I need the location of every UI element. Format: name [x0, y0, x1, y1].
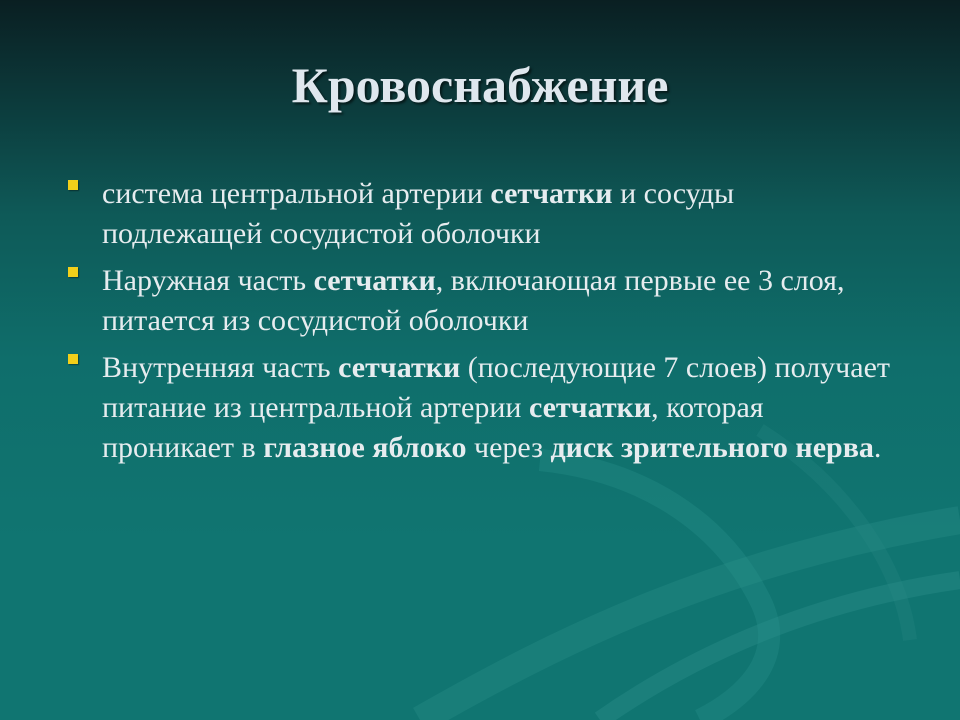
bullet-text: , включающая первые ее 3 слоя, питается из сосудистой оболочки — [102, 264, 845, 337]
bullet-text: система центральной артерии — [102, 177, 491, 210]
bullet-text: . — [873, 431, 882, 464]
bullet-text: , которая проникает в — [102, 391, 764, 464]
bullet-text: через — [466, 431, 551, 464]
bold-term: сетчатки — [313, 264, 436, 297]
bullet-text: и сосуды подлежащей сосудистой оболочки — [102, 177, 735, 250]
bullet-list — [66, 174, 896, 475]
bullet-text: (последующие 7 слоев) получает питание из центральной артерии — [102, 351, 890, 424]
bullet-item — [66, 348, 896, 468]
bullet-square-icon — [68, 354, 78, 364]
slide-title: Кровоснабжение — [291, 57, 669, 113]
bullet-square-icon — [68, 267, 78, 277]
bullet-item — [66, 174, 896, 254]
bullet-square-icon — [68, 180, 78, 190]
bold-term: глазное яблоко — [263, 431, 467, 464]
bold-term: сетчатки — [338, 351, 461, 384]
bullet-text: Внутренняя часть — [102, 351, 339, 384]
bold-term: сетчатки — [528, 391, 652, 424]
bold-term: сетчатки — [490, 177, 613, 210]
bullet-text: Наружная часть — [102, 264, 314, 297]
bold-term: диск зрительного нерва — [550, 431, 874, 464]
bullet-item — [66, 261, 896, 341]
